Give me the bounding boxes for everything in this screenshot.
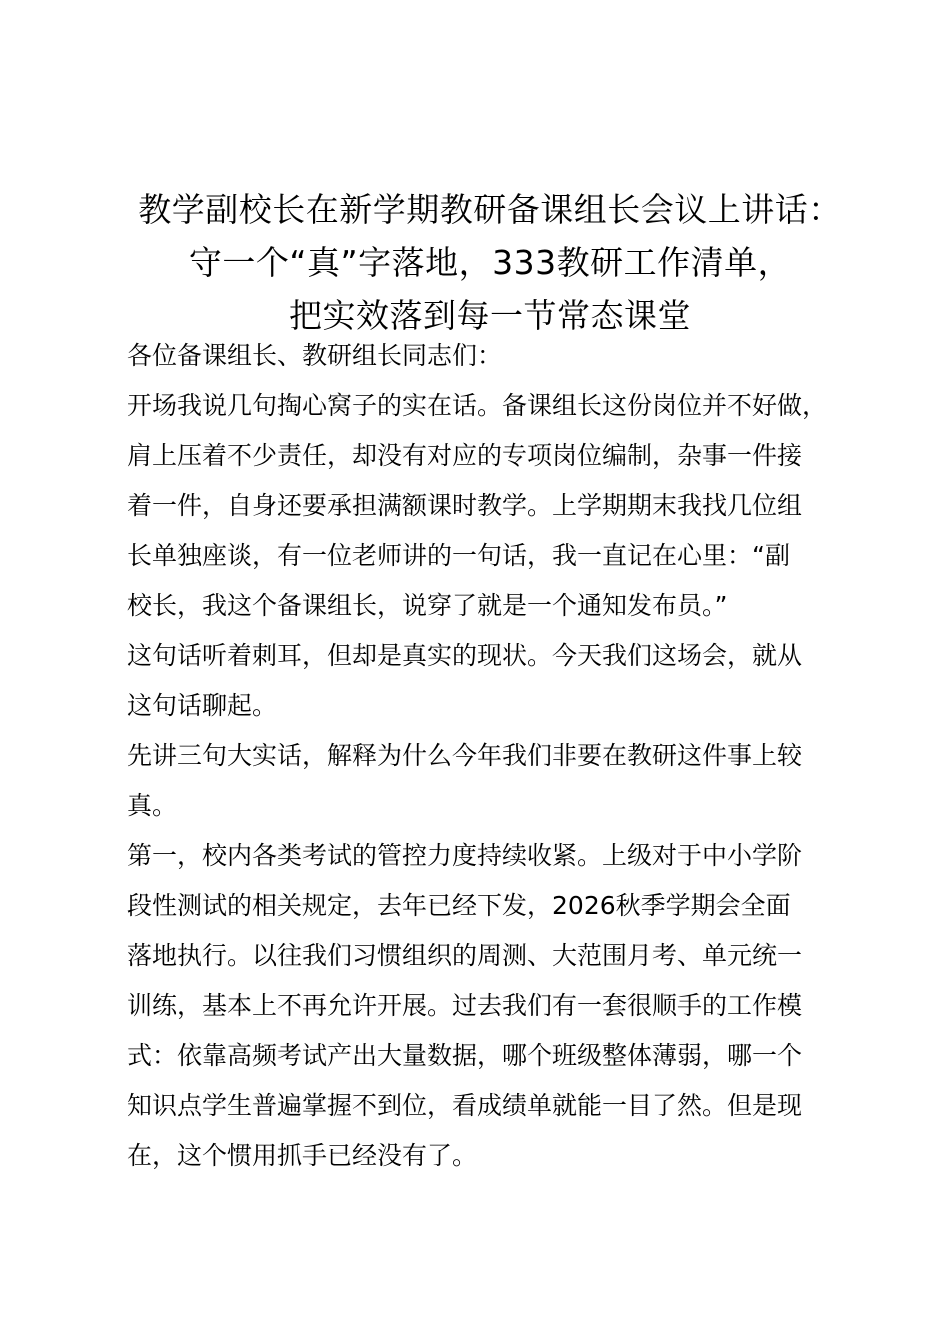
text-line: 第一，校内各类考试的管控力度持续收紧。上级对于中小学阶	[127, 841, 803, 870]
text-line: 开场我说几句掏心窝子的实在话。备课组长这份岗位并不好做，	[127, 391, 828, 420]
text-line: 这句话听着刺耳，但却是真实的现状。今天我们这场会，就从	[127, 641, 803, 670]
text-line: 训练，基本上不再允许开展。过去我们有一套很顺手的工作模	[127, 991, 803, 1020]
body-paragraph	[127, 831, 837, 1181]
text-line: 落地执行。以往我们习惯组织的周测、大范围月考、单元统一	[127, 941, 803, 970]
body-paragraph	[127, 631, 837, 731]
text-line: 知识点学生普遍掌握不到位，看成绩单就能一目了然。但是现	[127, 1091, 803, 1120]
title-line: 教学副校长在新学期教研备课组长会议上讲话：	[138, 190, 842, 229]
document-body	[127, 331, 837, 1181]
text-line: 先讲三句大实话，解释为什么今年我们非要在教研这件事上较	[127, 741, 803, 770]
text-line: 肩上压着不少责任，却没有对应的专项岗位编制，杂事一件接	[127, 441, 803, 470]
text-line: 在，这个惯用抓手已经没有了。	[127, 1141, 478, 1170]
text-line: 校长，我这个备课组长，说穿了就是一个通知发布员。”	[127, 591, 728, 620]
title-line: 把实效落到每一节常态课堂	[289, 296, 691, 335]
title-line: 守一个“真”字落地，333教研工作清单，	[188, 243, 792, 282]
text-line: 长单独座谈，有一位老师讲的一句话，我一直记在心里：“副	[127, 541, 790, 570]
body-paragraph	[127, 731, 837, 831]
text-line: 真。	[127, 791, 178, 820]
salutation-paragraph	[127, 331, 837, 381]
text-line: 段性测试的相关规定，去年已经下发，2026秋季学期会全面	[127, 891, 791, 920]
text-line: 各位备课组长、教研组长同志们：	[127, 341, 503, 370]
text-line: 着一件，自身还要承担满额课时教学。上学期期末我找几位组	[127, 491, 803, 520]
document-title	[100, 183, 880, 342]
text-line: 式：依靠高频考试产出大量数据，哪个班级整体薄弱，哪一个	[127, 1041, 803, 1070]
body-paragraph	[127, 381, 837, 631]
text-line: 这句话聊起。	[127, 691, 278, 720]
